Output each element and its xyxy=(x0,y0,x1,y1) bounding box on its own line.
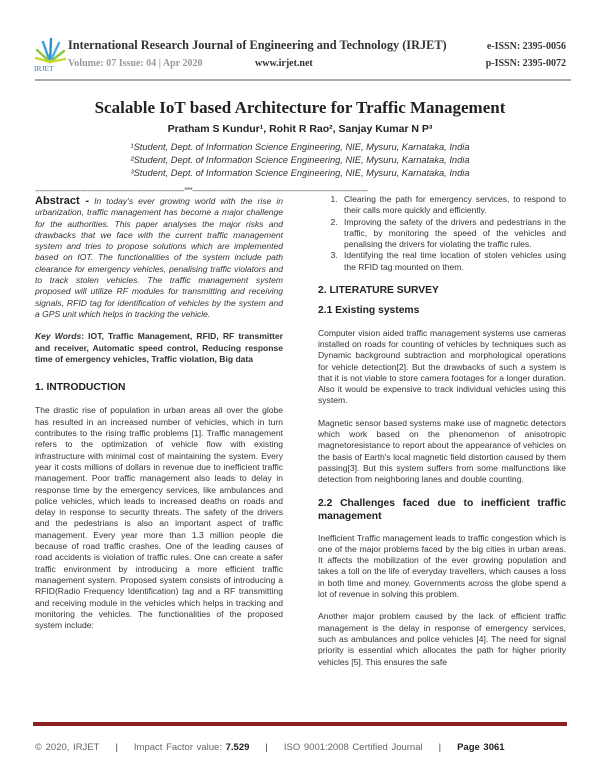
affiliation: ³Student, Dept. of Information Science Engineering, NIE, Mysuru, Karnataka, India xyxy=(130,168,470,178)
list-item: 3. Identifying the real time location of stolen vehicles using the RFID tag mounted on them. xyxy=(340,250,566,273)
left-column xyxy=(35,196,283,631)
irjet-logo xyxy=(33,36,67,72)
iso-certification: ISO 9001:2008 Certified Journal xyxy=(283,742,423,753)
keywords-label: Key Words xyxy=(35,331,82,342)
paragraph: Computer vision aided traffic management systems use cameras installed on roads for counting of vehicles by techniques such as Dynamic background subtraction and morphological operations for vehicle detection[2]. But the drawbacks of such a system is that it is not viable to store camera footages for a longer duration. Also it would be expensive to track individual vehicles using this system. xyxy=(318,327,566,406)
paragraph: Another major problem caused by the lack of efficient traffic management is the delay in response of emergency services, such as ambulances and police vehicles [4]. The need for signal priority is essential which allocates the path for higher priority vehicles [5]. This ensures the safe xyxy=(318,611,566,667)
affiliation: ¹Student, Dept. of Information Science Engineering, NIE, Mysuru, Karnataka, India xyxy=(130,142,470,152)
paper-title: Scalable IoT based Architecture for Traffic Management xyxy=(94,98,506,117)
separator: ---------------------------------------------------------------------***--------------------------------------------------------------------------------- xyxy=(35,186,368,195)
paragraph: Inefficient Traffic management leads to traffic congestion which is one of the major problems faced by the big cities in urban areas. It affects the mobilization of the ever growing population and takes a toll on the life of everyday travellers, which causes a loss in both time and money. Governments across the globe spend a lot of revenue in solving this problem. xyxy=(318,532,566,600)
copyright: © 2020, IRJET xyxy=(35,742,100,753)
authors: Pratham S Kundur¹, Rohit R Rao², Sanjay Kumar N P³ xyxy=(167,123,433,135)
affiliation: ²Student, Dept. of Information Science Engineering, NIE, Mysuru, Karnataka, India xyxy=(130,155,470,165)
svg-text:IRJET: IRJET xyxy=(34,64,54,72)
keywords xyxy=(35,331,283,365)
abstract-text: In today's ever growing world with the rise in urbanization, traffic management has become a major challenge for the authorities. This paper analyses the major risks and drawbacks that we face with the current traffic management system and tries to propose solutions which are implemented based on IOT. The functionalities of the system include path clearance for emergency vehicles, penalising traffic violators and to track stolen vehicles. The traffic management system proposed will utilize RF modules for transmitting and receiving signals, RFID tag for identification of vehicles by the system and a GPS unit which helps in tracking the vehicle. xyxy=(35,196,283,319)
journal-name: International Research Journal of Engineering and Technology (IRJET) xyxy=(68,38,447,52)
functionality-list xyxy=(318,194,566,273)
impact-value: 7.529 xyxy=(225,742,250,753)
subsection-heading: 2.2 Challenges faced due to inefficient traffic management xyxy=(318,497,566,522)
p-issn: p-ISSN: 2395-0072 xyxy=(485,58,566,69)
right-column xyxy=(318,194,566,668)
impact-label: Impact Factor value: xyxy=(133,742,226,753)
abstract-label: Abstract - xyxy=(35,195,90,207)
abstract xyxy=(35,196,283,320)
section-heading: 1. INTRODUCTION xyxy=(35,382,126,394)
footer-separator: | xyxy=(115,742,118,753)
list-item: 1. Clearing the path for emergency services, to respond to their calls more quickly and efficiently. xyxy=(340,194,566,217)
footer-separator: | xyxy=(438,742,442,753)
header-rule xyxy=(35,79,571,81)
e-issn: e-ISSN: 2395-0056 xyxy=(486,41,566,52)
volume-issue: Volume: 07 Issue: 04 | Apr 2020 xyxy=(68,58,203,69)
footer xyxy=(35,742,505,753)
list-item: 2. Improving the safety of the drivers and pedestrians in the traffic, by monitoring the speed of the vehicles and penalising the drivers for violating the traffic rules. xyxy=(340,217,566,251)
footer-separator: | xyxy=(265,742,268,753)
subsection-heading: 2.1 Existing systems xyxy=(318,305,420,317)
journal-website[interactable]: www.irjet.net xyxy=(255,58,313,69)
keywords-text: : IOT, Traffic Management, RFID, RF transmitter and receiver, Automatic speed control, Reducing response time of emergency vehicles, Traffic violation, Big data xyxy=(35,331,283,364)
paragraph: Magnetic sensor based systems make use of magnetic detectors which work based on the phenomenon of anisotropic magnetoresistance to report about the appearance of vehicles on the basis of Earth's local magnetic field distortion caused by them passing[3]. But this system suffers from some malfunctions like detection from neighboring lanes and double counting. xyxy=(318,417,566,485)
section-heading: 2. LITERATURE SURVEY xyxy=(318,285,439,297)
footer-rule xyxy=(33,722,567,726)
intro-paragraph: The drastic rise of population in urban areas all over the globe has resulted in an increased number of vehicles, which in turn contributes to the rising traffic problems [1]. Traffic management refers to the optimization of vehicle flow with existing infrastructure with minimal cost of maintaining the system. Every year it costs millions of dollars in revenue due to inefficient traffic management. Poor traffic management also leads to delay in response time by the emergency services, like ambulances and police vehicles, which leads to increased deaths on roads and delay in response to security threats. The safety of the drivers and the pedestrians is also an important aspect of traffic management. Every year more than 1.3 million people die because of road traffic crashes. One of the leading causes of road accidents is violation of traffic rules. One can create a safer traffic environment by introducing a more efficient traffic management system. Proposed system consists of introducing a RFID(Radio Frequency Identification) tag and a RF transmitting and receiving module in the vehicles which helps in tracking and monitoring the vehicles. The functionalities of the proposed system include: xyxy=(35,405,283,631)
page-number: Page 3061 xyxy=(457,742,505,753)
